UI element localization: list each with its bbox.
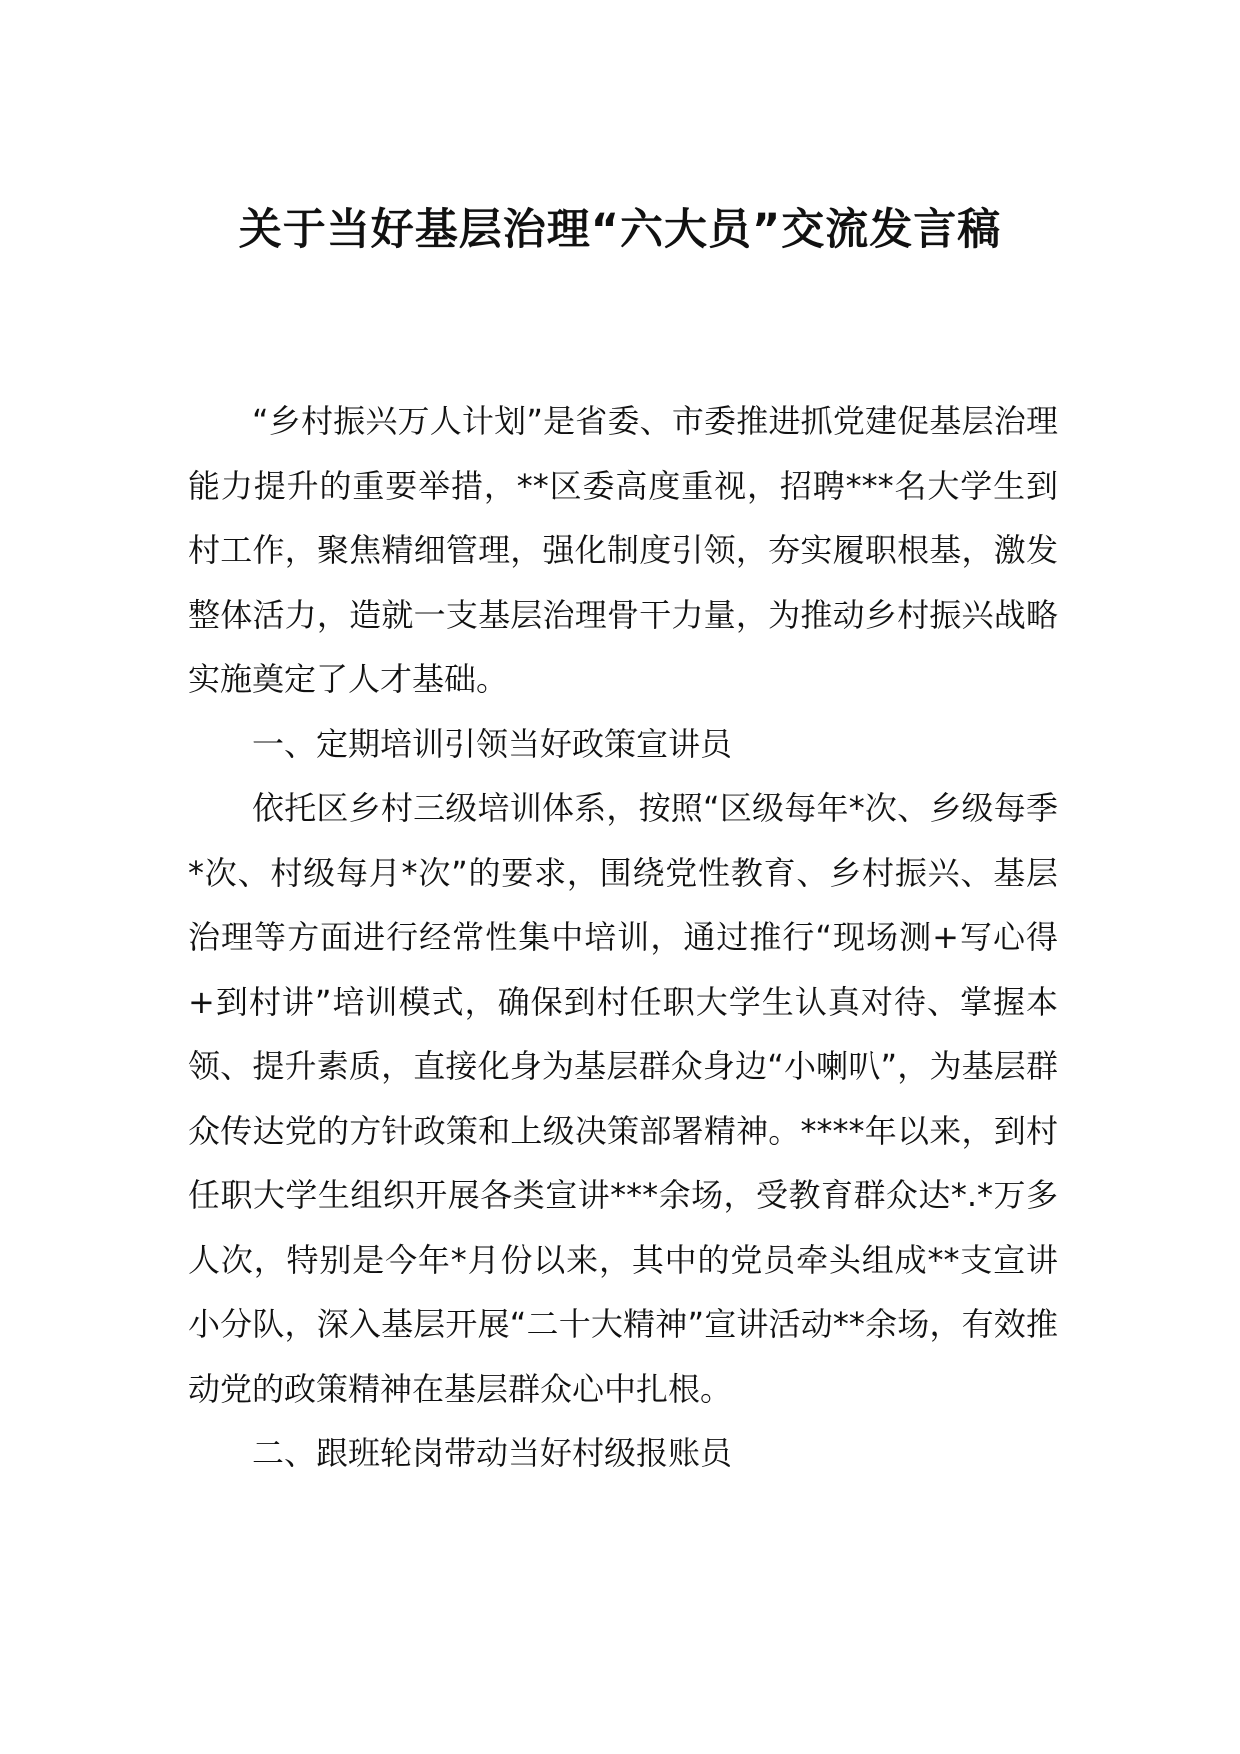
document-body — [188, 389, 1058, 1486]
section-heading-2: 二、跟班轮岗带动当好村级报账员 — [252, 1434, 733, 1472]
section-1-paragraph: 依托区乡村三级培训体系，按照“区级每年*次、乡级每季*次、村级每月*次”的要求，围绕党性教育、乡村振兴、基层治理等方面进行经常性集中培训，通过推行“现场测+写心得+到村讲”培训模式，确保到村任职大学生认真对待、掌握本领、提升素质，直接化身为基层群众身边“小喇叭”，为基层群众传达党的方针政策和上级决策部署精神。****年以来，到村任职大学生组织开展各类宣讲***余场，受教育群众达*.*万多人次，特别是今年*月份以来，其中的党员牵头组成**支宣讲小分队，深入基层开展“二十大精神”宣讲活动**余场，有效推动党的政策精神在基层群众心中扎根。 — [188, 789, 1058, 1408]
intro-paragraph: “乡村振兴万人计划”是省委、市委推进抓党建促基层治理能力提升的重要举措，**区委高度重视，招聘***名大学生到村工作，聚焦精细管理，强化制度引领，夯实履职根基，激发整体活力，造就一支基层治理骨干力量，为推动乡村振兴战略实施奠定了人才基础。 — [188, 402, 1058, 698]
section-heading-1: 一、定期培训引领当好政策宣讲员 — [252, 724, 733, 763]
document-title: 关于当好基层治理“六大员”交流发言稿 — [238, 205, 1002, 255]
